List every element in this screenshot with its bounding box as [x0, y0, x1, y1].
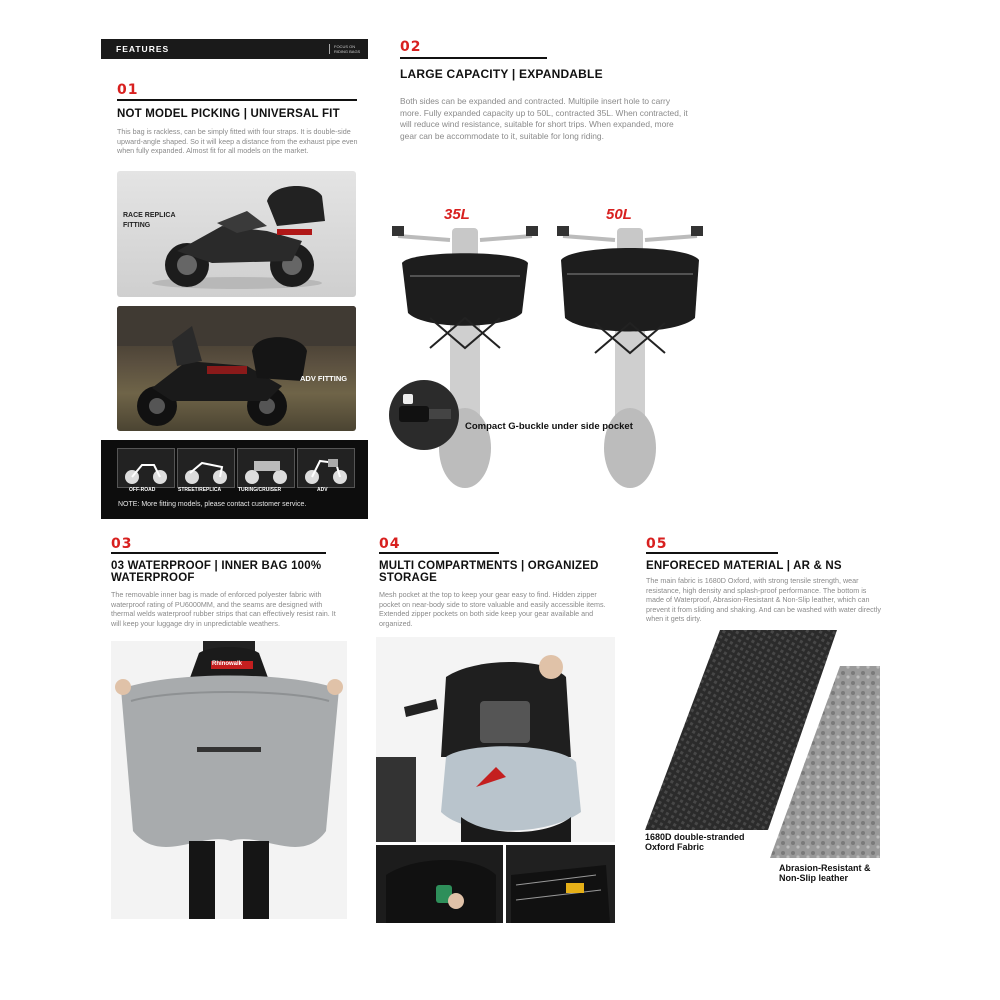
section-04-rule — [379, 552, 499, 554]
pocket-detail-icon — [376, 845, 503, 923]
section-02-body: Both sides can be expanded and contracted. Multipile insert hole to carry more. Fully expanded capacity up to 50L, contracted 35L. When contracted, it will reduce wind resistance, suitable for short trips. When expanded, more gear can be accommodate to it, suitable for long riding. — [400, 96, 688, 141]
section-01-number: 01 — [117, 82, 139, 98]
section-04-title-1: MULTI COMPARTMENTS | ORGANIZED — [379, 560, 599, 572]
section-03-title-1: 03 WATERPROOF | INNER BAG 100% — [111, 560, 322, 572]
offroad-bike-icon — [118, 449, 174, 487]
race-replica-photo — [117, 171, 356, 297]
model-label-street: STREET/REPLICA — [178, 487, 222, 493]
side-pocket-icon — [506, 845, 615, 923]
models-strip — [101, 440, 368, 519]
section-02-number: 02 — [400, 39, 422, 55]
section-02-rule — [400, 57, 547, 59]
touring-bike-icon — [238, 449, 294, 487]
section-03-title-2: WATERPROOF — [111, 572, 195, 584]
compartments-detail-right — [506, 845, 615, 923]
race-replica-bike-icon — [117, 171, 356, 297]
fabric-label-1: 1680D double-stranded — [645, 832, 745, 842]
features-side-2: RIDING BAGS — [334, 49, 361, 54]
section-04-body: Mesh pocket at the top to keep your gear easy to find. Hidden zipper pocket on near-body side to store valuable and easily accessible items. Extended zipper pockets on both side keep your gear available and organized. — [379, 590, 606, 628]
street-bike-icon — [178, 449, 234, 487]
compartments-detail-left — [376, 845, 503, 923]
leather-label-1: Abrasion-Resistant & — [779, 863, 871, 873]
features-title: FEATURES — [116, 44, 170, 54]
buckle-caption: Compact G-buckle under side pocket — [465, 421, 633, 432]
section-05-body: The main fabric is 1680D Oxford, with strong tensile strength, wear resistance, high density and splash-proof performance. The bottom is made of Waterproof, Abrasion-Resistant & Non-Slip leather, which can prevent it from sliding and shaking. And can be washed with water directly when it gets dirty. — [646, 576, 881, 624]
model-label-touring: TURING/CRUISER — [238, 487, 282, 493]
section-01-rule — [117, 99, 357, 101]
waterproof-photo — [111, 641, 347, 919]
model-touring — [237, 448, 295, 488]
section-04-title-2: STORAGE — [379, 572, 438, 584]
label-50l: 50L — [606, 206, 632, 223]
features-divider — [329, 44, 330, 54]
model-adv — [297, 448, 355, 488]
features-side-1: FOCUS ON — [334, 44, 356, 49]
compartments-main-photo — [376, 637, 615, 842]
adv-bike-icon — [117, 306, 356, 431]
fabric-label-2: Oxford Fabric — [645, 842, 705, 852]
section-05-title: ENFORECED MATERIAL | AR & NS — [646, 560, 842, 572]
race-replica-label-1: RACE REPLICA — [123, 212, 176, 219]
models-note: NOTE: More fitting models, please contact customer service. — [118, 501, 307, 508]
inner-bag-illustration — [111, 641, 347, 919]
model-label-offroad: OFF-ROAD — [129, 487, 156, 493]
adv-label: ADV FITTING — [300, 374, 348, 383]
section-04-number: 04 — [379, 536, 401, 552]
features-bar — [101, 39, 368, 59]
section-05-number: 05 — [646, 536, 668, 552]
model-offroad — [117, 448, 175, 488]
open-bag-illustration — [376, 637, 615, 842]
leather-label-2: Non-Slip leather — [779, 873, 849, 883]
section-01-body: This bag is rackless, can be simply fitted with four straps. It is double-side upward-angle shaped. So it will keep a distance from the exhaust pipe even when fully expanded. Almost fit for all models on the market. — [117, 127, 358, 156]
race-replica-label-2: FITTING — [123, 222, 151, 229]
label-35l: 35L — [444, 206, 470, 223]
section-01-title: NOT MODEL PICKING | UNIVERSAL FIT — [117, 108, 340, 120]
bike-50l-rear-icon — [555, 218, 705, 488]
model-street — [177, 448, 235, 488]
section-03-number: 03 — [111, 536, 133, 552]
buckle-icon — [389, 380, 459, 450]
g-buckle-detail — [389, 380, 459, 450]
adv-small-bike-icon — [298, 449, 354, 487]
section-02-title: LARGE CAPACITY | EXPANDABLE — [400, 67, 603, 81]
model-label-adv: ADV — [317, 487, 328, 493]
shirt-logo: Rhinowalk — [212, 661, 243, 667]
section-03-body: The removable inner bag is made of enforced polyester fabric with waterproof rating of PU6000MM, and the seams are designed with thermal welds waterproof rubber strips that can effectively resist rain. It will keep your luggage dry in unpredictable weathers. — [111, 590, 336, 628]
adv-photo — [117, 306, 356, 431]
section-03-rule — [111, 552, 326, 554]
section-05-rule — [646, 552, 778, 554]
